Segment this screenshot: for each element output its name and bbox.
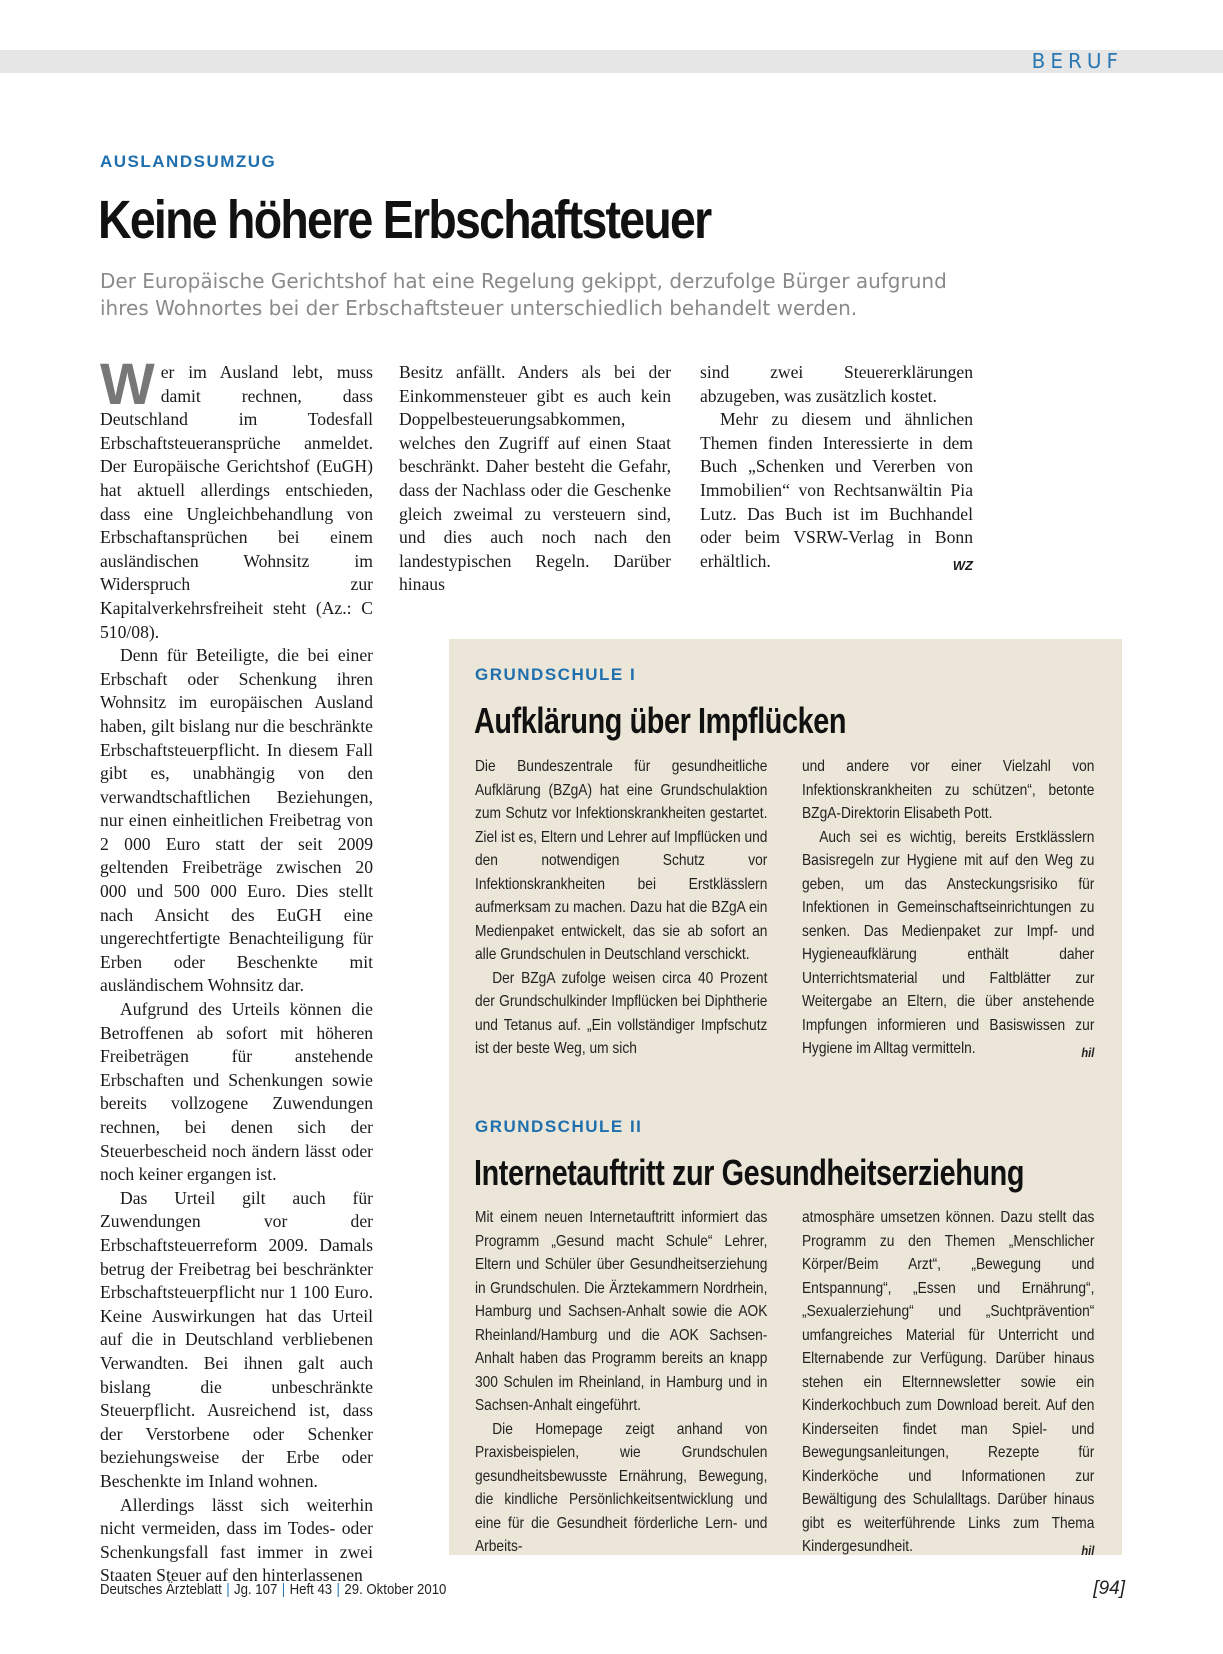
- page-number: [94]: [1093, 1578, 1125, 1599]
- article-column-1: [100, 352, 373, 1588]
- journal-name: Deutsches Ärzteblatt: [100, 1581, 222, 1598]
- box2-kicker: GRUNDSCHULE II: [475, 1117, 643, 1136]
- box1-column-2: [802, 755, 1094, 1065]
- article-paragraph: Allerdings lässt sich weiterhin nicht vermeiden, dass im Todes- oder Schenkungsfall fast immer in zwei Staaten Steuer auf den hinterlassenen: [100, 1494, 373, 1586]
- box1-column-1: [475, 755, 767, 1061]
- article-paragraph: Das Urteil gilt auch für Zuwendungen vor der Erbschaftsteuerreform 2009. Damals betrug der Freibetrag bei beschränkter Erbschaftsteuerpflicht nur 1 100 Euro. Keine Auswirkungen hat das Urteil auf die in Deutschland verbliebenen Verwandten. Bei ihnen galt auch bislang die unbeschränkte Steuerpflicht. Ausreichend ist, dass der Verstorbene oder Schenker beziehungsweise der Erbe oder Beschenkte im Inland wohnen.: [100, 1187, 373, 1491]
- box2-title: Internetauftritt zur Gesundheitserziehung: [474, 1152, 1025, 1193]
- box2-signature: hil: [1081, 1543, 1095, 1558]
- article-title: Keine höhere Erbschaftsteuer: [98, 190, 711, 250]
- box-paragraph: Die Bundeszentrale für gesundheitliche Aufklärung (BZgA) hat eine Grundschulaktion zum Schutz vor Infektionskrankheiten gestartet. Ziel ist es, Eltern und Lehrer auf Impflücken und den notwendigen Schutz vor Infektionskrankheiten bei Erstklässlern aufmerksam zu machen. Dazu hat die BZgA ein Medienpaket entwickelt, das sie ab sofort an alle Grundschulen in Deutschland verschickt.: [475, 758, 768, 963]
- article-paragraph: Denn für Beteiligte, die bei einer Erbschaft oder Schenkung ihren Wohnsitz im europäischen Ausland haben, gilt bislang nur die beschränkte Erbschaftsteuerpflicht. In diesem Fall gibt es, unabhängig von den verwandtschaftlichen Beziehungen, nur einen einheitlichen Freibetrag von 2 000 Euro statt der seit 2009 geltenden Freibeträge zwischen 20 000 und 500 000 Euro. Dies stellt nach Ansicht des EuGH eine ungerechtfertigte Benachteiligung für Erben oder Beschenkte mit ausländischem Wohnsitz dar.: [100, 645, 373, 996]
- article-lead: Der Europäische Gerichtshof hat eine Regelung gekippt, derzufolge Bürger aufgrund ihres Wohnortes bei der Erbschaftsteuer unterschiedlich behandelt werden.: [100, 269, 947, 320]
- box2-column-2: [802, 1206, 1094, 1563]
- box2-column-1: [475, 1206, 767, 1559]
- journal-date: 29. Oktober 2010: [344, 1581, 447, 1598]
- drop-cap: W: [100, 352, 155, 417]
- box-paragraph: atmosphäre umsetzen können. Dazu stellt das Programm zu den Themen „Menschlicher Körper/Beim Arzt“, „Bewegung und Entspannung“, „Essen und Ernährung“, „Sexualerziehung“ und „Suchtprävention“ umfangreiches Material für Unterricht und Elternabende zur Verfügung. Darüber hinaus stehen ein Elternnewsletter sowie ein Kinderkochbuch zum Download bereit. Auf den Kinderseiten findet man Spiel- und Bewegungsanleitungen, Rezepte für Kinderköche und Informationen zur Bewältigung des Schulalltags. Darüber hinaus gibt es weiterführende Links zum Thema Kindergesundheit. hil: [802, 1206, 1094, 1559]
- article-paragraph: Mehr zu diesem und ähnlichen Themen finden Interessierte in dem Buch „Schenken und Vererben von Immobilien“ von Rechtsanwältin Pia Lutz. Das Buch ist im Buchhandel oder beim VSRW-Verlag in Bonn erhältlich. WZ: [700, 408, 973, 573]
- author-signature: WZ: [952, 557, 973, 573]
- box-paragraph: Der BZgA zufolge weisen circa 40 Prozent der Grundschulkinder Impflücken bei Diphtherie und Tetanus auf. „Ein vollständiger Impfschutz ist der beste Weg, um sich: [475, 969, 768, 1057]
- box1-title: Aufklärung über Impflücken: [474, 700, 847, 741]
- box-paragraph: Auch sei es wichtig, bereits Erstklässlern Basisregeln zur Hygiene mit auf den Weg zu geben, um das Ansteckungsrisiko für Infektionen in Gemeinschaftseinrichtungen zu senken. Das Medienpaket zur Impf- und Hygieneaufklärung enthält daher Unterrichtsmaterial und Faltblätter zur Weitergabe an Eltern, die über anstehende Impfungen informieren und Basiswissen zur Hygiene im Alltag vermitteln. hil: [802, 826, 1094, 1061]
- article-paragraph: Wer im Ausland lebt, muss damit rechnen, dass Deutschland im Todesfall Erbschaftsteueransprüche anmeldet. Der Europäische Gerichtshof (EuGH) hat aktuell allerdings entschieden, dass eine Ungleichbehandlung von Erbschaftansprüchen bei einem ausländischen Wohnsitz im Widerspruch zur Kapitalverkehrsfreiheit steht (Az.: C 510/08).: [100, 352, 373, 642]
- journal-volume: Jg. 107: [234, 1581, 278, 1598]
- article-paragraph: Aufgrund des Urteils können die Betroffenen ab sofort mit höheren Freibeträgen für anstehende Erbschaften und Schenkungen sowie bereits vollzogene Zuwendungen rechnen, bei denen sich der Steuerbescheid noch ändern lässt oder noch keiner ergangen ist.: [100, 999, 373, 1185]
- article-paragraph: sind zwei Steuererklärungen abzugeben, was zusätzlich kostet.: [700, 362, 973, 406]
- box-paragraph: und andere vor einer Vielzahl von Infektionskrankheiten zu schützen“, betonte BZgA-Direktorin Elisabeth Pott.: [802, 758, 1095, 822]
- article-column-3: [700, 361, 973, 577]
- footer-citation: Deutsches Ärzteblatt | Jg. 107 | Heft 43 | 29. Oktober 2010: [100, 1581, 447, 1598]
- box1-signature: hil: [1081, 1045, 1095, 1060]
- box-paragraph: Mit einem neuen Internetauftritt informiert das Programm „Gesund macht Schule“ Lehrer, Eltern und Schüler über Gesundheitserziehung in Grundschulen. Die Ärztekammern Nordrhein, Hamburg und Sachsen-Anhalt sowie die AOK Rheinland/Hamburg und die AOK Sachsen-Anhalt haben das Programm bereits an knapp 300 Schulen im Rheinland, in Hamburg und in Sachsen-Anhalt eingeführt.: [475, 1209, 768, 1414]
- article-column-2: [399, 361, 671, 597]
- box-paragraph: Die Homepage zeigt anhand von Praxisbeispielen, wie Grundschulen gesundheitsbewusste Ernährung, Bewegung, die kindliche Persönlichkeitsentwicklung und eine für die Gesundheit förderliche Lern- und Arbeits-: [475, 1420, 768, 1555]
- article-kicker: AUSLANDSUMZUG: [100, 152, 277, 171]
- article-paragraph: Besitz anfällt. Anders als bei der Einkommensteuer gibt es auch kein Doppelbesteuerungsabkommen, welches den Zugriff auf einen Staat beschränkt. Daher besteht die Gefahr, dass der Nachlass oder die Geschenke gleich zweimal zu versteuern sind, und dies auch noch nach den landestypischen Regeln. Darüber hinaus: [399, 362, 671, 595]
- section-label: BERUF: [1031, 49, 1123, 73]
- box1-kicker: GRUNDSCHULE I: [475, 665, 637, 684]
- journal-issue: Heft 43: [289, 1581, 333, 1598]
